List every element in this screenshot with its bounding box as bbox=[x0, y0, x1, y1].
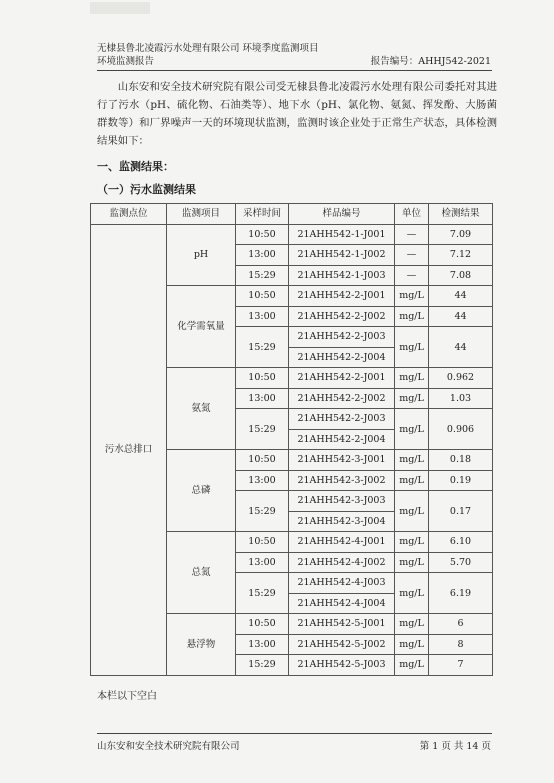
result-cell: 6.10 bbox=[429, 532, 493, 553]
sample-id-cell: 21AHH542-1-J002 bbox=[289, 245, 395, 266]
column-header: 采样时间 bbox=[236, 204, 289, 225]
result-cell: 0.19 bbox=[429, 470, 493, 491]
item-cell: pH bbox=[167, 224, 236, 286]
header-report-type: 环境监测报告 bbox=[97, 56, 155, 67]
column-header: 单位 bbox=[395, 204, 429, 225]
blank-below-note: 本栏以下空白 bbox=[97, 691, 157, 702]
time-cell: 10:50 bbox=[236, 368, 289, 389]
header-report-number: 报告编号：AHHJ542-2021 bbox=[370, 56, 491, 67]
unit-cell: — bbox=[395, 224, 429, 245]
footer-company: 山东安和安全技术研究院有限公司 bbox=[97, 741, 240, 752]
sample-id-cell: 21AHH542-5-J003 bbox=[289, 655, 395, 676]
unit-cell: mg/L bbox=[395, 306, 429, 327]
sample-id-cell: 21AHH542-3-J002 bbox=[289, 470, 395, 491]
header-project-title: 无棣县鲁北凌霞污水处理有限公司 环境季度监测项目 bbox=[97, 43, 319, 54]
sample-id-cell: 21AHH542-2-J002 bbox=[289, 306, 395, 327]
time-cell: 15:29 bbox=[236, 327, 289, 368]
footer-page-number: 第 1 页 共 14 页 bbox=[419, 741, 491, 752]
sample-id-cell: 21AHH542-4-J002 bbox=[289, 552, 395, 573]
time-cell: 13:00 bbox=[236, 552, 289, 573]
unit-cell: mg/L bbox=[395, 409, 429, 450]
time-cell: 10:50 bbox=[236, 450, 289, 471]
sample-id-cell: 21AHH542-3-J003 bbox=[289, 491, 395, 512]
unit-cell: mg/L bbox=[395, 491, 429, 532]
sample-id-cell: 21AHH542-3-J004 bbox=[289, 511, 395, 532]
location-cell: 污水总排口 bbox=[91, 224, 167, 675]
sample-id-cell: 21AHH542-1-J003 bbox=[289, 265, 395, 286]
unit-cell: mg/L bbox=[395, 655, 429, 676]
item-cell: 总磷 bbox=[167, 450, 236, 532]
sample-id-cell: 21AHH542-4-J001 bbox=[289, 532, 395, 553]
result-cell: 7 bbox=[429, 655, 493, 676]
item-cell: 化学需氧量 bbox=[167, 286, 236, 368]
sample-id-cell: 21AHH542-4-J004 bbox=[289, 593, 395, 614]
column-header: 样品编号 bbox=[289, 204, 395, 225]
time-cell: 10:50 bbox=[236, 614, 289, 635]
column-header: 检测结果 bbox=[429, 204, 493, 225]
intro-paragraph: 山东安和安全技术研究院有限公司受无棣县鲁北凌霞污水处理有限公司委托对其进行了污水（pH、硫化物、石油类等）、地下水（pH、氯化物、氨氮、挥发酚、大肠菌群数等）和厂界噪声一天的环境现状监测，监测时该企业处于正常生产状态，具体检测结果如下： bbox=[97, 81, 497, 147]
unit-cell: — bbox=[395, 245, 429, 266]
table-row bbox=[91, 224, 493, 245]
result-cell: 1.03 bbox=[429, 388, 493, 409]
time-cell: 13:00 bbox=[236, 306, 289, 327]
sample-id-cell: 21AHH542-2-J003 bbox=[289, 409, 395, 430]
result-cell: 6 bbox=[429, 614, 493, 635]
unit-cell: mg/L bbox=[395, 368, 429, 389]
sample-id-cell: 21AHH542-5-J001 bbox=[289, 614, 395, 635]
sample-id-cell: 21AHH542-5-J002 bbox=[289, 634, 395, 655]
watermark-strip bbox=[90, 2, 150, 14]
unit-cell: mg/L bbox=[395, 573, 429, 614]
table-header-row bbox=[91, 204, 493, 225]
unit-cell: mg/L bbox=[395, 552, 429, 573]
time-cell: 13:00 bbox=[236, 634, 289, 655]
result-cell: 44 bbox=[429, 327, 493, 368]
time-cell: 10:50 bbox=[236, 532, 289, 553]
section-heading-results: 一、监测结果： bbox=[97, 160, 174, 173]
item-cell: 氨氮 bbox=[167, 368, 236, 450]
result-cell: 44 bbox=[429, 286, 493, 307]
wastewater-results-table bbox=[90, 203, 493, 676]
time-cell: 15:29 bbox=[236, 409, 289, 450]
result-cell: 7.09 bbox=[429, 224, 493, 245]
unit-cell: mg/L bbox=[395, 614, 429, 635]
sample-id-cell: 21AHH542-2-J002 bbox=[289, 388, 395, 409]
time-cell: 10:50 bbox=[236, 286, 289, 307]
result-cell: 0.17 bbox=[429, 491, 493, 532]
sample-id-cell: 21AHH542-1-J001 bbox=[289, 224, 395, 245]
time-cell: 15:29 bbox=[236, 265, 289, 286]
result-cell: 44 bbox=[429, 306, 493, 327]
time-cell: 13:00 bbox=[236, 245, 289, 266]
unit-cell: mg/L bbox=[395, 450, 429, 471]
time-cell: 13:00 bbox=[236, 388, 289, 409]
item-cell: 悬浮物 bbox=[167, 614, 236, 676]
table-body bbox=[91, 224, 493, 675]
result-cell: 7.12 bbox=[429, 245, 493, 266]
result-cell: 6.19 bbox=[429, 573, 493, 614]
unit-cell: — bbox=[395, 265, 429, 286]
time-cell: 15:29 bbox=[236, 655, 289, 676]
unit-cell: mg/L bbox=[395, 634, 429, 655]
time-cell: 15:29 bbox=[236, 573, 289, 614]
footer-divider bbox=[97, 733, 492, 734]
sample-id-cell: 21AHH542-2-J004 bbox=[289, 429, 395, 450]
sample-id-cell: 21AHH542-2-J003 bbox=[289, 327, 395, 348]
sample-id-cell: 21AHH542-3-J001 bbox=[289, 450, 395, 471]
result-cell: 8 bbox=[429, 634, 493, 655]
unit-cell: mg/L bbox=[395, 327, 429, 368]
sample-id-cell: 21AHH542-2-J004 bbox=[289, 347, 395, 368]
sample-id-cell: 21AHH542-2-J001 bbox=[289, 368, 395, 389]
result-cell: 7.08 bbox=[429, 265, 493, 286]
time-cell: 15:29 bbox=[236, 491, 289, 532]
time-cell: 10:50 bbox=[236, 224, 289, 245]
result-cell: 0.18 bbox=[429, 450, 493, 471]
unit-cell: mg/L bbox=[395, 470, 429, 491]
header-divider bbox=[97, 70, 492, 71]
sample-id-cell: 21AHH542-4-J003 bbox=[289, 573, 395, 594]
result-cell: 0.962 bbox=[429, 368, 493, 389]
unit-cell: mg/L bbox=[395, 286, 429, 307]
time-cell: 13:00 bbox=[236, 470, 289, 491]
item-cell: 总氮 bbox=[167, 532, 236, 614]
unit-cell: mg/L bbox=[395, 532, 429, 553]
result-cell: 5.70 bbox=[429, 552, 493, 573]
subsection-heading-wastewater: （一）污水监测结果 bbox=[97, 183, 196, 196]
sample-id-cell: 21AHH542-2-J001 bbox=[289, 286, 395, 307]
column-header: 监测点位 bbox=[91, 204, 167, 225]
column-header: 监测项目 bbox=[167, 204, 236, 225]
result-cell: 0.906 bbox=[429, 409, 493, 450]
unit-cell: mg/L bbox=[395, 388, 429, 409]
